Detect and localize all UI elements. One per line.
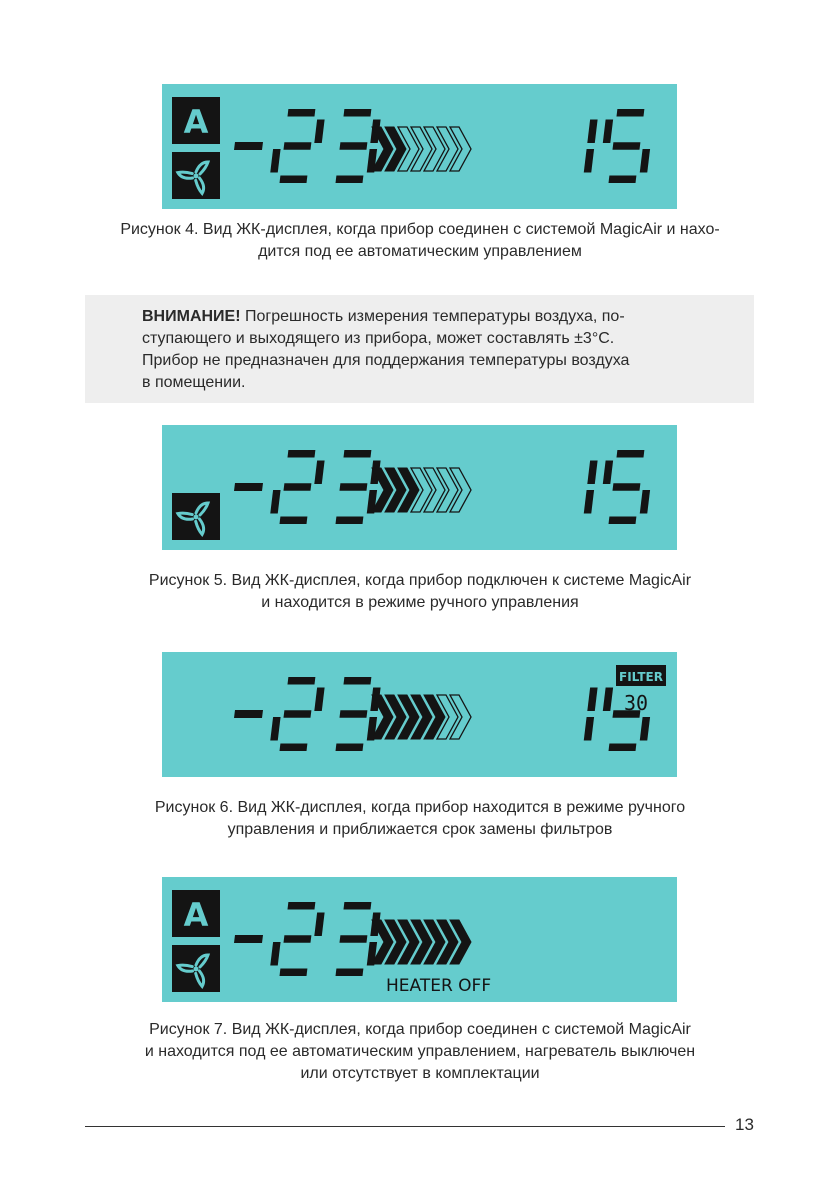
warning-title: ВНИМАНИЕ! — [142, 308, 241, 325]
lcd-display — [162, 652, 677, 777]
lcd-display — [162, 425, 677, 550]
temp-in-digit — [270, 902, 324, 976]
fan-speed-indicator — [372, 920, 471, 964]
temp-out-digit — [603, 450, 650, 524]
lcd-graphic — [162, 877, 677, 1002]
fan-speed-indicator — [372, 468, 471, 512]
svg-text:A: A — [183, 103, 209, 141]
caption-line: дится под ее автоматическим управлением — [258, 243, 582, 260]
figure-caption — [70, 797, 770, 841]
temp-in-minus — [234, 710, 263, 718]
temp-in-digit — [270, 450, 324, 524]
figure-caption — [70, 1019, 770, 1085]
lcd-display — [162, 877, 677, 1002]
temp-out-digit — [584, 120, 598, 173]
filter-days: 30 — [623, 691, 649, 715]
svg-text:A: A — [183, 896, 209, 934]
caption-line: Рисунок 4. Вид ЖК-дисплея, когда прибор соединен с системой MagicAir и нахо- — [120, 221, 720, 238]
caption-line: или отсутствует в комплектации — [300, 1065, 540, 1082]
chevron-empty — [437, 468, 458, 512]
lcd-graphic — [162, 84, 677, 209]
caption-line: Рисунок 6. Вид ЖК-дисплея, когда прибор находится в режиме ручного — [154, 799, 686, 816]
temp-in-digit — [270, 677, 324, 751]
warning-line: ступающего и выходящего из прибора, может составлять ±3°C. — [142, 330, 615, 347]
temp-in-digit — [336, 902, 381, 976]
heater-off-label: HEATER OFF — [386, 976, 492, 996]
auto-mode-icon — [172, 97, 220, 144]
temp-in-digit — [336, 677, 381, 751]
figure-caption — [70, 219, 770, 263]
caption-line: Рисунок 7. Вид ЖК-дисплея, когда прибор соединен с системой MagicAir — [149, 1021, 691, 1038]
temp-out-digit — [584, 461, 598, 514]
temp-in-digit — [336, 109, 381, 183]
warning-line: в помещении. — [142, 374, 246, 391]
warning-box — [85, 295, 754, 403]
footer-rule — [85, 1126, 725, 1127]
figure-caption — [70, 570, 770, 614]
caption-line: Рисунок 5. Вид ЖК-дисплея, когда прибор подключен к системе MagicAir — [148, 572, 692, 589]
chevron-empty — [437, 127, 458, 171]
page-number: 13 — [735, 1115, 754, 1134]
temp-out-digit — [584, 688, 598, 741]
fan-mode-icon — [172, 493, 220, 540]
filter-label: FILTER — [619, 670, 663, 684]
chevron-empty — [450, 127, 471, 171]
chevron-empty — [411, 127, 432, 171]
temp-in-digit — [270, 109, 324, 183]
fan-speed-indicator — [372, 127, 471, 171]
warning-line: Прибор не предназначен для поддержания температуры воздуха — [142, 352, 630, 369]
temp-in-minus — [234, 935, 263, 943]
chevron-empty — [424, 127, 445, 171]
fan-mode-icon — [172, 945, 220, 992]
chevron-empty — [424, 468, 445, 512]
fan-speed-indicator — [372, 695, 471, 739]
warning-line: Погрешность измерения температуры воздуха, по- — [240, 308, 625, 325]
warning-text — [142, 306, 697, 394]
temp-in-minus — [234, 142, 263, 150]
caption-line: и находится под ее автоматическим управлением, нагреватель выключен — [144, 1043, 696, 1060]
chevron-empty — [450, 695, 471, 739]
temp-in-minus — [234, 483, 263, 491]
lcd-graphic — [162, 425, 677, 550]
caption-line: управления и приближается срок замены фильтров — [227, 821, 613, 838]
filter-indicator — [616, 665, 666, 715]
temp-out-digit — [603, 109, 650, 183]
fan-mode-icon — [172, 152, 220, 199]
caption-line: и находится в режиме ручного управления — [261, 594, 579, 611]
lcd-graphic — [162, 652, 677, 777]
temp-in-digit — [336, 450, 381, 524]
auto-mode-icon — [172, 890, 220, 937]
chevron-empty — [450, 468, 471, 512]
lcd-display — [162, 84, 677, 209]
